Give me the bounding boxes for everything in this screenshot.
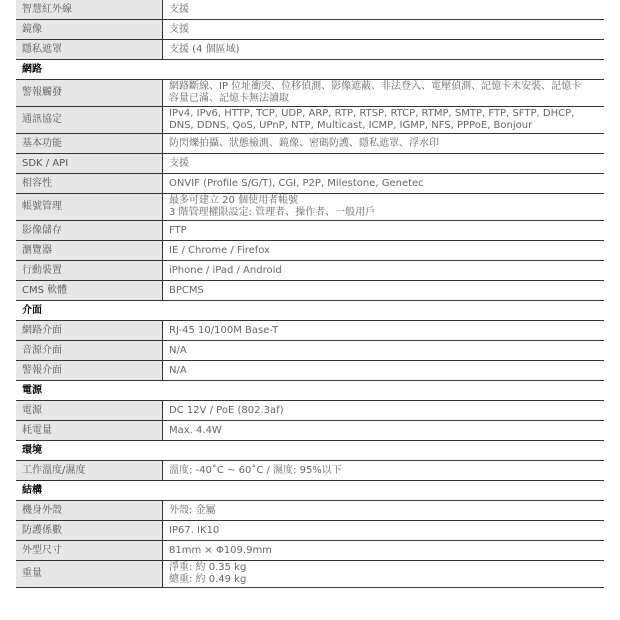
spec-value-line: 容量已滿、記憶卡無法讀取 <box>169 93 289 104</box>
section-header: 網路 <box>16 60 604 80</box>
spec-value <box>163 521 605 541</box>
spec-row <box>16 174 604 194</box>
section-header-row <box>16 481 604 501</box>
section-header-row <box>16 301 604 321</box>
spec-label: 重量 <box>16 561 163 588</box>
spec-row <box>16 361 604 381</box>
spec-row <box>16 241 604 261</box>
spec-value-line: DC 12V / PoE (802.3af) <box>169 404 284 416</box>
spec-value-line: N/A <box>169 364 187 376</box>
spec-value <box>163 154 605 174</box>
spec-label: 警報觸發 <box>16 80 163 107</box>
spec-value <box>163 20 605 40</box>
spec-value <box>163 40 605 60</box>
section-header: 環境 <box>16 441 604 461</box>
spec-value <box>163 421 605 441</box>
spec-label: 網路介面 <box>16 321 163 341</box>
spec-value-line: 溫度: -40˚C ~ 60˚C / 濕度: 95%以下 <box>169 464 342 476</box>
spec-label: 音源介面 <box>16 341 163 361</box>
spec-value <box>163 341 605 361</box>
spec-value-line: Max. 4.4W <box>169 424 222 436</box>
spec-label: 隱私遮罩 <box>16 40 163 60</box>
spec-value-line: IP67. IK10 <box>169 524 220 536</box>
spec-row <box>16 421 604 441</box>
spec-value <box>163 174 605 194</box>
spec-value-line: FTP <box>169 224 187 236</box>
spec-value <box>163 221 605 241</box>
spec-label: 帳號管理 <box>16 194 163 221</box>
spec-label: 防護係數 <box>16 521 163 541</box>
spec-row <box>16 40 604 60</box>
section-header: 電源 <box>16 381 604 401</box>
spec-label: 影像儲存 <box>16 221 163 241</box>
spec-value <box>163 461 605 481</box>
spec-value <box>163 80 605 107</box>
spec-value-line: IE / Chrome / Firefox <box>169 244 271 256</box>
spec-row <box>16 501 604 521</box>
spec-label: CMS 軟體 <box>16 281 163 301</box>
spec-label: 鏡像 <box>16 20 163 40</box>
spec-label: 通訊協定 <box>16 107 163 134</box>
spec-value-line: 3 階管理權限設定: 管理者、操作者、一般用戶 <box>169 207 376 218</box>
section-header: 介面 <box>16 301 604 321</box>
spec-row <box>16 20 604 40</box>
spec-row <box>16 341 604 361</box>
spec-row <box>16 107 604 134</box>
spec-table-body <box>16 0 604 588</box>
spec-value <box>163 261 605 281</box>
spec-label: 工作溫度/濕度 <box>16 461 163 481</box>
spec-value-line: N/A <box>169 344 187 356</box>
spec-value <box>163 281 605 301</box>
spec-label: 基本功能 <box>16 134 163 154</box>
spec-row <box>16 0 604 20</box>
spec-row <box>16 221 604 241</box>
spec-label: 警報介面 <box>16 361 163 381</box>
spec-value <box>163 0 605 20</box>
spec-value <box>163 134 605 154</box>
spec-value-line: DNS, DDNS, QoS, UPnP, NTP, Multicast, ICMP, IGMP, NFS, PPPoE, Bonjour <box>169 120 533 131</box>
spec-row <box>16 521 604 541</box>
spec-label: SDK / API <box>16 154 163 174</box>
section-header-row <box>16 381 604 401</box>
spec-value-line: 網路斷線、IP 位址衝突、位移偵測、影像遮蔽、非法登入、電壓偵測、記憶卡未安裝、記憶卡 <box>169 81 582 92</box>
spec-label: 機身外殼 <box>16 501 163 521</box>
spec-row <box>16 134 604 154</box>
spec-value-line: RJ-45 10/100M Base-T <box>169 324 279 336</box>
spec-row <box>16 281 604 301</box>
spec-row <box>16 80 604 107</box>
spec-value-line: 淨重: 約 0.35 kg <box>169 562 247 573</box>
spec-label: 智慧紅外線 <box>16 0 163 20</box>
spec-label: 耗電量 <box>16 421 163 441</box>
section-header-row <box>16 441 604 461</box>
spec-row <box>16 321 604 341</box>
spec-label: 行動裝置 <box>16 261 163 281</box>
spec-value-line: ONVIF (Profile S/G/T), CGI, P2P, Milestone, Genetec <box>169 177 424 189</box>
spec-row <box>16 194 604 221</box>
spec-value-line: BPCMS <box>169 284 204 296</box>
spec-row <box>16 461 604 481</box>
spec-value <box>163 361 605 381</box>
spec-value-line: 81mm × Φ109.9mm <box>169 544 272 556</box>
spec-value <box>163 194 605 221</box>
spec-value-line: 支援 <box>169 3 189 15</box>
spec-value-line: 外殼: 金屬 <box>169 504 216 516</box>
spec-row <box>16 401 604 421</box>
spec-value <box>163 401 605 421</box>
spec-label: 瀏覽器 <box>16 241 163 261</box>
spec-value <box>163 241 605 261</box>
spec-label: 外型尺寸 <box>16 541 163 561</box>
spec-value <box>163 561 605 588</box>
spec-value-line: 總重: 約 0.49 kg <box>169 574 247 585</box>
spec-value-line: 支援 <box>169 157 189 169</box>
spec-row <box>16 561 604 588</box>
spec-table <box>16 0 604 588</box>
section-header-row <box>16 60 604 80</box>
spec-label: 相容性 <box>16 174 163 194</box>
spec-label: 電源 <box>16 401 163 421</box>
spec-row <box>16 261 604 281</box>
spec-value-line: 防閃爍拍攝、狀態檢測、鏡像、密碼防護、隱私遮罩、浮水印 <box>169 137 439 149</box>
spec-value-line: 支援 (4 個區域) <box>169 43 240 55</box>
spec-row <box>16 541 604 561</box>
spec-value <box>163 541 605 561</box>
spec-value <box>163 501 605 521</box>
spec-value-line: 支援 <box>169 23 189 35</box>
spec-value <box>163 321 605 341</box>
spec-value-line: IPv4, IPv6, HTTP, TCP, UDP, ARP, RTP, RTSP, RTCP, RTMP, SMTP, FTP, SFTP, DHCP, <box>169 108 575 119</box>
spec-value-line: iPhone / iPad / Android <box>169 264 282 276</box>
spec-row <box>16 154 604 174</box>
spec-value <box>163 107 605 134</box>
spec-value-line: 最多可建立 20 個使用者帳號 <box>169 195 299 206</box>
section-header: 結構 <box>16 481 604 501</box>
